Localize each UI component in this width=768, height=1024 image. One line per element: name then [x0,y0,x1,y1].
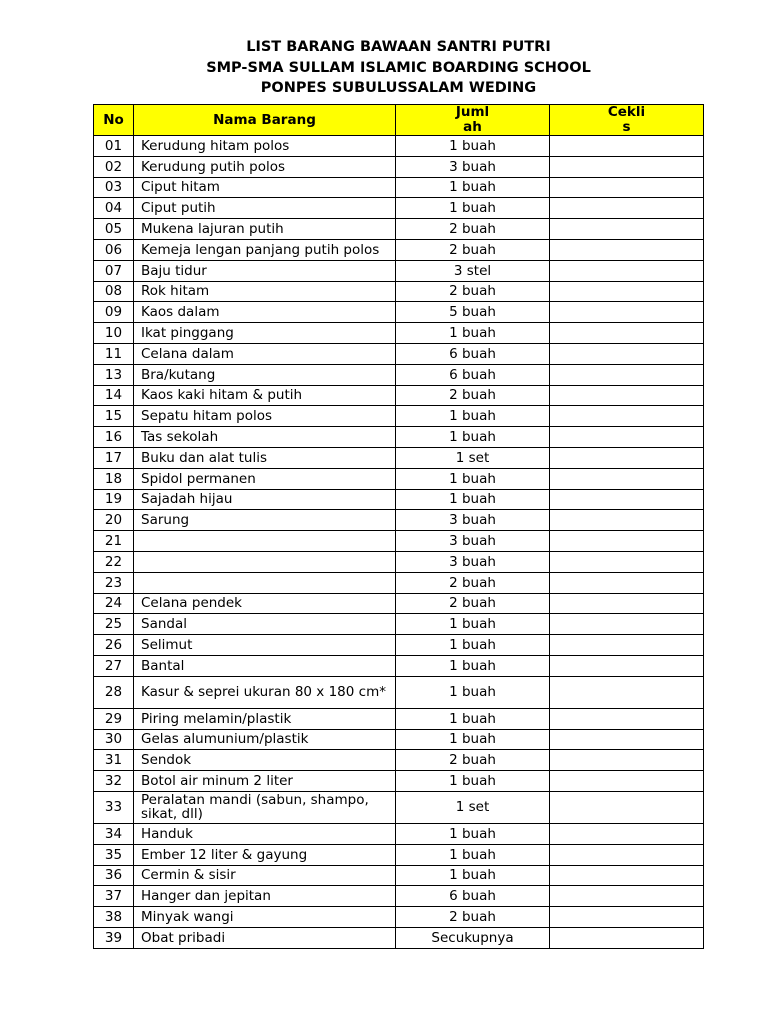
row-number: 34 [94,823,134,844]
item-quantity: 1 buah [396,177,550,198]
table-row [94,302,704,323]
row-number: 13 [94,364,134,385]
item-name: Tas sekolah [134,427,396,448]
table-row [94,708,704,729]
table-row [94,676,704,708]
header-checklist-line-2: s [622,119,631,135]
row-number: 20 [94,510,134,531]
row-number: 29 [94,708,134,729]
table-row [94,156,704,177]
item-quantity: 6 buah [396,364,550,385]
table-row [94,364,704,385]
table-row [94,406,704,427]
item-quantity: 1 set [396,791,550,823]
item-quantity: 1 buah [396,635,550,656]
row-number: 17 [94,447,134,468]
table-row [94,844,704,865]
title-line-1: LIST BARANG BAWAAN SANTRI PUTRI [246,39,551,55]
item-name: Ember 12 liter & gayung [134,844,396,865]
checklist-cell[interactable] [550,655,704,676]
table-row [94,750,704,771]
row-number: 06 [94,239,134,260]
item-name: Minyak wangi [134,907,396,928]
checklist-cell[interactable] [550,427,704,448]
row-number: 19 [94,489,134,510]
item-name: Hanger dan jepitan [134,886,396,907]
row-number: 02 [94,156,134,177]
item-name: Sandal [134,614,396,635]
checklist-cell[interactable] [550,676,704,708]
item-quantity: 2 buah [396,281,550,302]
checklist-cell[interactable] [550,219,704,240]
item-quantity: 5 buah [396,302,550,323]
checklist-cell[interactable] [550,406,704,427]
header-checklist-line-1: Cekli [607,104,646,120]
row-number: 39 [94,927,134,948]
checklist-cell[interactable] [550,635,704,656]
row-number: 23 [94,572,134,593]
checklist-cell[interactable] [550,844,704,865]
item-quantity: 2 buah [396,572,550,593]
checklist-cell[interactable] [550,447,704,468]
item-name: Gelas alumunium/plastik [134,729,396,750]
item-name: Kasur & seprei ukuran 80 x 180 cm* [134,676,396,708]
item-quantity: 6 buah [396,343,550,364]
item-quantity: 2 buah [396,907,550,928]
checklist-cell[interactable] [550,385,704,406]
checklist-cell[interactable] [550,771,704,792]
table-row [94,489,704,510]
item-name: Kerudung hitam polos [134,136,396,157]
table-row [94,791,704,823]
item-name: Sepatu hitam polos [134,406,396,427]
header-row [94,105,704,136]
item-name: Selimut [134,635,396,656]
row-number: 22 [94,551,134,572]
item-quantity: 1 buah [396,136,550,157]
item-name: Kerudung putih polos [134,156,396,177]
table-row [94,427,704,448]
checklist-cell[interactable] [550,489,704,510]
header-quantity-line-2: ah [463,119,482,135]
table-row [94,385,704,406]
item-quantity: 3 buah [396,531,550,552]
row-number: 25 [94,614,134,635]
row-number: 28 [94,676,134,708]
header-no [94,105,134,136]
table-row [94,136,704,157]
item-name [134,531,396,552]
item-name: Botol air minum 2 liter [134,771,396,792]
row-number: 27 [94,655,134,676]
checklist-cell[interactable] [550,302,704,323]
table-row [94,177,704,198]
row-number: 08 [94,281,134,302]
item-name: Obat pribadi [134,927,396,948]
checklist-cell[interactable] [550,572,704,593]
table-row [94,198,704,219]
item-name: Bra/kutang [134,364,396,385]
item-name: Kaos kaki hitam & putih [134,385,396,406]
checklist-cell[interactable] [550,750,704,771]
row-number: 18 [94,468,134,489]
row-number: 11 [94,343,134,364]
item-name [134,551,396,572]
checklist-cell[interactable] [550,177,704,198]
row-number: 37 [94,886,134,907]
checklist-cell[interactable] [550,136,704,157]
item-name: Celana dalam [134,343,396,364]
row-number: 32 [94,771,134,792]
checklist-cell[interactable] [550,198,704,219]
checklist-cell[interactable] [550,531,704,552]
item-quantity: 2 buah [396,750,550,771]
item-quantity: 1 buah [396,406,550,427]
table-row [94,239,704,260]
header-checklist [550,105,704,136]
table-row [94,551,704,572]
row-number: 33 [94,791,134,823]
item-quantity: Secukupnya [396,927,550,948]
checklist-cell[interactable] [550,468,704,489]
row-number: 30 [94,729,134,750]
item-quantity: 1 buah [396,655,550,676]
table-row [94,447,704,468]
item-name: Kaos dalam [134,302,396,323]
item-quantity: 1 buah [396,323,550,344]
row-number: 05 [94,219,134,240]
item-quantity: 1 buah [396,198,550,219]
checklist-cell[interactable] [550,551,704,572]
item-name: Rok hitam [134,281,396,302]
checklist-cell[interactable] [550,927,704,948]
checklist-cell[interactable] [550,239,704,260]
header-no-label: No [103,111,124,128]
item-name: Spidol permanen [134,468,396,489]
header-item-name [134,105,396,136]
table-row [94,510,704,531]
table-row [94,865,704,886]
item-quantity: 1 buah [396,468,550,489]
row-number: 03 [94,177,134,198]
checklist-cell[interactable] [550,510,704,531]
item-quantity: 3 buah [396,551,550,572]
row-number: 15 [94,406,134,427]
title-line-2: SMP-SMA SULLAM ISLAMIC BOARDING SCHOOL [206,59,591,76]
item-quantity: 1 buah [396,427,550,448]
item-quantity: 2 buah [396,219,550,240]
item-name: Bantal [134,655,396,676]
table-row [94,729,704,750]
row-number: 35 [94,844,134,865]
item-name: Cermin & sisir [134,865,396,886]
checklist-cell[interactable] [550,708,704,729]
item-name: Piring melamin/plastik [134,708,396,729]
table-row [94,572,704,593]
item-name: Ikat pinggang [134,323,396,344]
item-quantity: 1 buah [396,729,550,750]
table-body [94,136,704,949]
checklist-cell[interactable] [550,614,704,635]
row-number: 24 [94,593,134,614]
item-quantity: 1 buah [396,489,550,510]
table-row [94,907,704,928]
checklist-cell[interactable] [550,323,704,344]
table-row [94,886,704,907]
item-name: Ciput hitam [134,177,396,198]
table-row [94,635,704,656]
item-name: Mukena lajuran putih [134,219,396,240]
checklist-cell[interactable] [550,907,704,928]
item-quantity: 2 buah [396,385,550,406]
checklist-cell[interactable] [550,156,704,177]
checklist-cell[interactable] [550,343,704,364]
row-number: 38 [94,907,134,928]
item-name: Sarung [134,510,396,531]
item-name: Handuk [134,823,396,844]
table-row [94,614,704,635]
item-name: Celana pendek [134,593,396,614]
table-row [94,771,704,792]
checklist-cell[interactable] [550,886,704,907]
table-row [94,927,704,948]
table-row [94,281,704,302]
item-quantity: 1 buah [396,614,550,635]
item-name: Ciput putih [134,198,396,219]
item-name: Baju tidur [134,260,396,281]
item-quantity: 3 buah [396,510,550,531]
item-name: Sajadah hijau [134,489,396,510]
item-quantity: 3 buah [396,156,550,177]
item-name [134,572,396,593]
row-number: 01 [94,136,134,157]
row-number: 16 [94,427,134,448]
item-quantity: 1 buah [396,865,550,886]
checklist-cell[interactable] [550,865,704,886]
checklist-cell[interactable] [550,823,704,844]
item-name: Sendok [134,750,396,771]
checklist-cell[interactable] [550,729,704,750]
item-name: Kemeja lengan panjang putih polos [134,239,396,260]
row-number: 21 [94,531,134,552]
row-number: 31 [94,750,134,771]
item-name: Buku dan alat tulis [134,447,396,468]
checklist-cell[interactable] [550,593,704,614]
header-quantity-line-1: Juml [455,104,490,120]
table-row [94,219,704,240]
row-number: 04 [94,198,134,219]
item-quantity: 1 buah [396,771,550,792]
table-row [94,468,704,489]
item-quantity: 3 stel [396,260,550,281]
row-number: 09 [94,302,134,323]
item-quantity: 1 buah [396,676,550,708]
checklist-cell[interactable] [550,281,704,302]
item-quantity: 1 buah [396,844,550,865]
table-row [94,323,704,344]
document-title [0,37,768,99]
item-quantity: 1 set [396,447,550,468]
table-row [94,823,704,844]
table-row [94,260,704,281]
table-row [94,343,704,364]
item-quantity: 6 buah [396,886,550,907]
checklist-cell[interactable] [550,364,704,385]
row-number: 26 [94,635,134,656]
table-row [94,655,704,676]
row-number: 14 [94,385,134,406]
item-quantity: 2 buah [396,593,550,614]
row-number: 36 [94,865,134,886]
row-number: 07 [94,260,134,281]
checklist-cell[interactable] [550,260,704,281]
table-header [94,105,704,136]
header-item-name-label: Nama Barang [213,111,316,128]
item-quantity: 1 buah [396,708,550,729]
table-row [94,531,704,552]
item-name: Peralatan mandi (sabun, shampo, sikat, dll) [134,791,396,823]
table-row [94,593,704,614]
header-quantity [396,105,550,136]
item-list-table [93,104,704,949]
item-quantity: 2 buah [396,239,550,260]
checklist-cell[interactable] [550,791,704,823]
item-quantity: 1 buah [396,823,550,844]
row-number: 10 [94,323,134,344]
title-line-3: PONPES SUBULUSSALAM WEDING [260,80,537,96]
